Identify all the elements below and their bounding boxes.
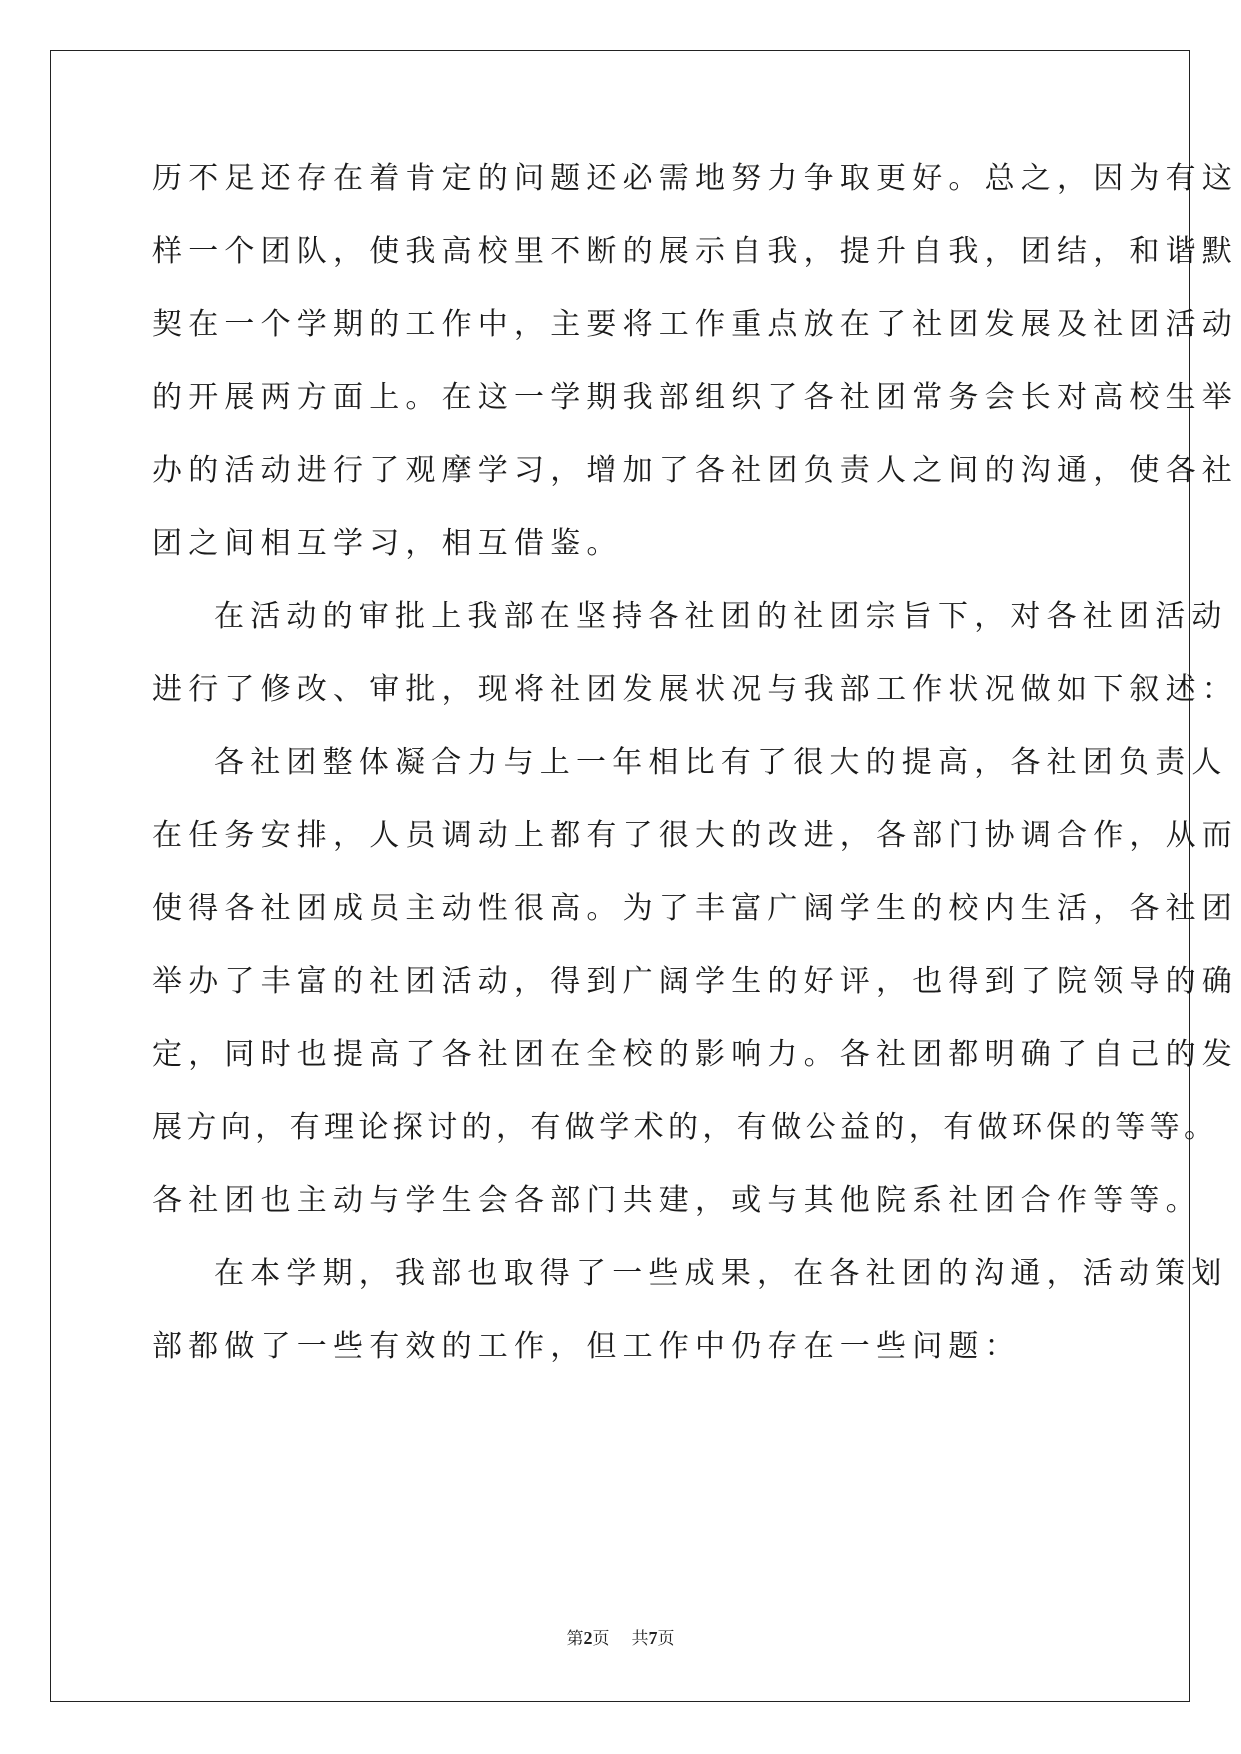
current-page-number: 2 xyxy=(583,1628,593,1648)
page-footer xyxy=(0,1626,1241,1651)
text-line: 历不足还存在着肯定的问题还必需地努力争取更好。总之，因为有这 xyxy=(152,161,1238,196)
text-line: 进行了修改、审批，现将社团发展状况与我部工作状况做如下叙述： xyxy=(152,672,1238,707)
total-label-suffix: 页 xyxy=(657,1629,675,1649)
text-line: 契在一个学期的工作中，主要将工作重点放在了社团发展及社团活动 xyxy=(152,307,1238,342)
text-line: 使得各社团成员主动性很高。为了丰富广阔学生的校内生活，各社团 xyxy=(152,891,1238,926)
paragraph-first-line: 各社团整体凝合力与上一年相比有了很大的提高，各社团负责人 xyxy=(214,745,1228,780)
text-line: 部都做了一些有效的工作，但工作中仍存在一些问题： xyxy=(152,1329,1021,1364)
text-line: 办的活动进行了观摩学习，增加了各社团负责人之间的沟通，使各社 xyxy=(152,453,1238,488)
total-pages-number: 7 xyxy=(648,1628,658,1648)
paragraph-first-line: 在活动的审批上我部在坚持各社团的社团宗旨下，对各社团活动 xyxy=(214,599,1228,634)
text-line: 在任务安排，人员调动上都有了很大的改进，各部门协调合作，从而 xyxy=(152,818,1238,853)
page-label-suffix: 页 xyxy=(592,1629,610,1649)
text-line: 样一个团队，使我高校里不断的展示自我，提升自我，团结，和谐默 xyxy=(152,234,1238,269)
page-border xyxy=(50,50,1190,1702)
text-line: 展方向，有理论探讨的，有做学术的，有做公益的，有做环保的等等。 xyxy=(152,1110,1219,1145)
text-line: 的开展两方面上。在这一学期我部组织了各社团常务会长对高校生举 xyxy=(152,380,1238,415)
text-line: 团之间相互学习，相互借鉴。 xyxy=(152,526,623,561)
text-line: 举办了丰富的社团活动，得到广阔学生的好评，也得到了院领导的确 xyxy=(152,964,1238,999)
page-label-prefix: 第 xyxy=(566,1629,584,1649)
text-line: 各社团也主动与学生会各部门共建，或与其他院系社团合作等等。 xyxy=(152,1183,1202,1218)
total-label-prefix: 共 xyxy=(631,1629,649,1649)
paragraph-first-line: 在本学期，我部也取得了一些成果，在各社团的沟通，活动策划 xyxy=(214,1256,1228,1291)
text-line: 定，同时也提高了各社团在全校的影响力。各社团都明确了自己的发 xyxy=(152,1037,1238,1072)
